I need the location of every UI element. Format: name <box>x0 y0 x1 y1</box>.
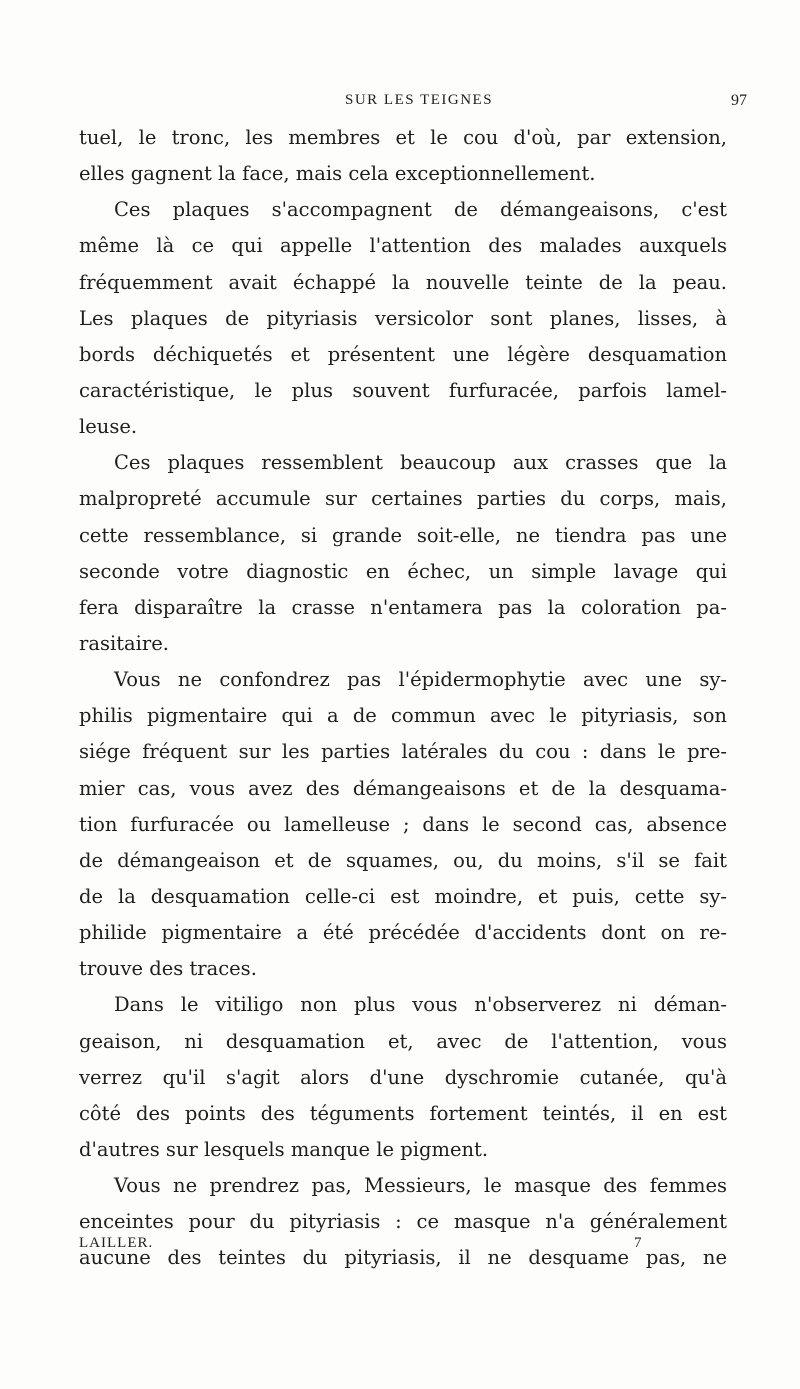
text-line: geaison, ni desquamation et, avec de l'attention, vous <box>79 1029 727 1053</box>
text-line: Les plaques de pityriasis versicolor sont planes, lisses, à <box>79 306 727 330</box>
text-line: même là ce qui appelle l'attention des malades auxquels <box>79 234 727 258</box>
text-line: malpropreté accumule sur certaines parties du corps, mais, <box>79 487 727 511</box>
text-line: bords déchiquetés et présentent une légère desquamation <box>79 342 727 366</box>
text-line: Ces plaques ressemblent beaucoup aux crasses que la <box>114 451 727 475</box>
text-line: caractéristique, le plus souvent furfuracée, parfois lamel- <box>79 378 727 402</box>
text-line: tion furfuracée ou lamelleuse ; dans le second cas, absence <box>79 812 727 836</box>
running-head <box>0 92 800 116</box>
text-line: cette ressemblance, si grande soit-elle, ne tiendra pas une <box>79 523 727 547</box>
text-line: elles gagnent la face, mais cela exceptionnellement. <box>79 162 596 186</box>
text-line: rasitaire. <box>79 631 169 655</box>
text-line: côté des points des téguments fortement teintés, il en est <box>79 1101 727 1125</box>
text-line: de la desquamation celle-ci est moindre, et puis, cette sy- <box>79 884 727 908</box>
text-line: trouve des traces. <box>79 957 257 981</box>
text-line: de démangeaison et de squames, ou, du moins, s'il se fait <box>79 848 727 872</box>
text-line: d'autres sur lesquels manque le pigment. <box>79 1137 489 1161</box>
text-line: Vous ne confondrez pas l'épidermophytie avec une sy- <box>114 668 727 692</box>
text-line: verrez qu'il s'agit alors d'une dyschromie cutanée, qu'à <box>79 1065 727 1089</box>
page-footer <box>79 1235 727 1259</box>
text-line: mier cas, vous avez des démangeaisons et de la desquama- <box>79 776 727 800</box>
text-line: aucune des teintes du pityriasis, il ne desquame pas, ne <box>79 1246 727 1270</box>
text-line: siége fréquent sur les parties latérales du cou : dans le pre- <box>79 740 727 764</box>
text-line: fréquemment avait échappé la nouvelle teinte de la peau. <box>79 270 727 294</box>
text-line: enceintes pour du pityriasis : ce masque n'a généralement <box>79 1210 727 1234</box>
running-title: SUR LES TEIGNES <box>345 92 494 108</box>
text-line: tuel, le tronc, les membres et le cou d'où, par extension, <box>79 126 727 149</box>
text-line: philide pigmentaire a été précédée d'accidents dont on re- <box>79 921 727 945</box>
page-number: 97 <box>731 92 747 109</box>
text-line: philis pigmentaire qui a de commun avec le pityriasis, son <box>79 704 727 728</box>
body-text <box>79 120 727 1277</box>
text-line: Ces plaques s'accompagnent de démangeaisons, c'est <box>114 198 727 222</box>
text-line: fera disparaître la crasse n'entamera pas la coloration pa- <box>79 595 727 619</box>
text-line: leuse. <box>79 415 138 439</box>
signature-mark: 7 <box>634 1235 642 1251</box>
text-line: Vous ne prendrez pas, Messieurs, le masque des femmes <box>114 1174 727 1198</box>
text-line: seconde votre diagnostic en échec, un simple lavage qui <box>79 559 727 583</box>
printer-signature: LAILLER. <box>79 1235 154 1251</box>
text-line: Dans le vitiligo non plus vous n'observerez ni déman- <box>114 993 727 1017</box>
